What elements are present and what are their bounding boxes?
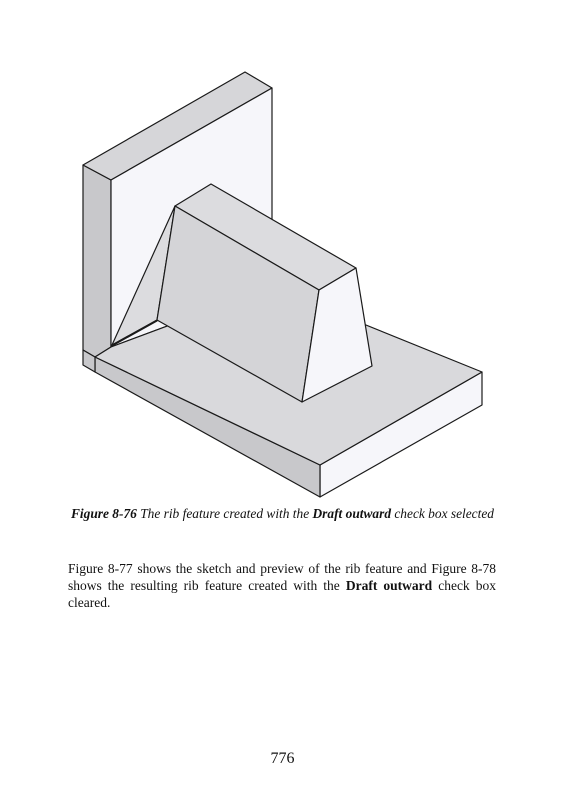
caption-text-before: The rib feature created with the (136, 506, 313, 521)
body-paragraph (68, 560, 496, 611)
paragraph-text-after: check box cleared. (68, 578, 496, 610)
figure-caption (70, 506, 495, 522)
wall-left-face (83, 165, 111, 357)
figure-label: Figure 8-76 (71, 506, 137, 521)
page-number: 776 (270, 750, 295, 767)
caption-text-after: check box selected (391, 506, 494, 521)
caption-bold-term: Draft outward (312, 506, 392, 521)
paragraph-bold-term: Draft outward (345, 578, 433, 593)
paragraph-text-before: Figure 8-77 shows the sketch and preview of the rib feature and Figure 8-78 shows the resulting rib feature created with the (68, 561, 496, 593)
